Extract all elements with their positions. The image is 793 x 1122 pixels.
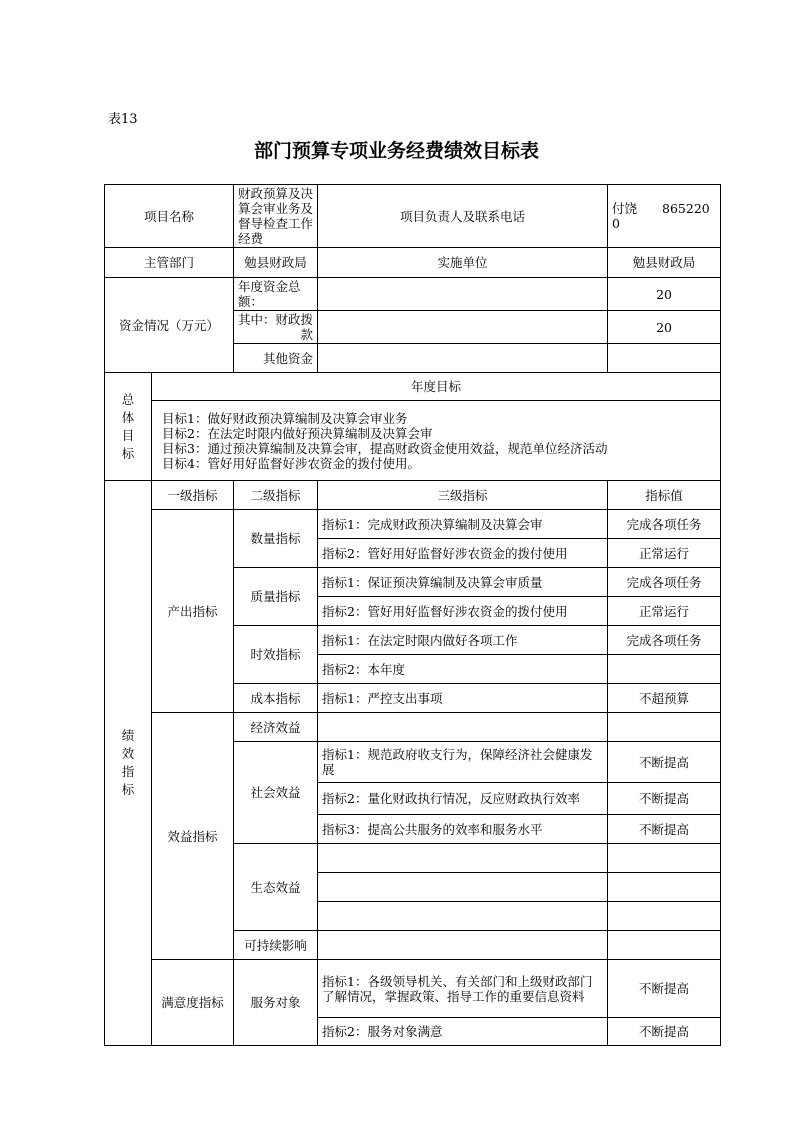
- indicator-text: 指标1：严控支出事项: [318, 684, 608, 713]
- ecological-benefit-label: 生态效益: [234, 844, 318, 931]
- indicator-text: 指标2：管好用好监督好涉农资金的拨付使用: [318, 597, 608, 626]
- level3-header: 三级指标: [318, 481, 608, 510]
- overall-goals-char: 体: [121, 409, 135, 425]
- indicator-value: [608, 844, 721, 873]
- indicator-value: 不超预算: [608, 684, 721, 713]
- performance-goal-table: [104, 184, 721, 1046]
- indicator-text: 指标1：完成财政预决算编制及决算会审: [318, 510, 608, 539]
- indicator-text: 指标1：在法定时限内做好各项工作: [318, 626, 608, 655]
- quantity-indicators-label: 数量指标: [234, 510, 318, 568]
- indicator-value: 完成各项任务: [608, 626, 721, 655]
- indicator-text: 指标1：各级领导机关、有关部门和上级财政部门了解情况，掌握政策、指导工作的重要信息资料: [318, 960, 608, 1018]
- level1-header: 一级指标: [152, 481, 234, 510]
- indicator-text: [318, 844, 608, 873]
- funds-other-label: 其他资金: [234, 344, 318, 373]
- table-number-label: 表13: [108, 112, 138, 127]
- indicator-text: [318, 873, 608, 902]
- indicator-text: 指标2：量化财政执行情况，反应财政执行效率: [318, 783, 608, 815]
- funds-other-spacer: [318, 344, 608, 373]
- funds-total-label: 年度资金总额：: [234, 278, 318, 311]
- indicator-value: 不断提高: [608, 742, 721, 783]
- indicator-text: 指标2：本年度: [318, 655, 608, 684]
- indicator-text: [318, 713, 608, 742]
- performance-indicators-char: 绩: [121, 728, 135, 743]
- indicator-value: 不断提高: [608, 815, 721, 844]
- timeliness-indicators-label: 时效指标: [234, 626, 318, 684]
- project-contact-value: 付饶 8652200: [608, 185, 721, 248]
- overall-goals-char: 总: [121, 391, 135, 407]
- indicator-value: [608, 873, 721, 902]
- indicator-text: 指标2：管好用好监督好涉农资金的拨付使用: [318, 539, 608, 568]
- indicator-value: 完成各项任务: [608, 568, 721, 597]
- supervising-dept-label: 主管部门: [105, 248, 234, 278]
- quality-indicators-label: 质量指标: [234, 568, 318, 626]
- indicator-text: 指标2：服务对象满意: [318, 1018, 608, 1046]
- indicator-value: 不断提高: [608, 960, 721, 1018]
- social-benefit-label: 社会效益: [234, 742, 318, 844]
- indicator-value: [608, 902, 721, 931]
- indicator-value: 不断提高: [608, 1018, 721, 1046]
- output-indicators-label: 产出指标: [152, 510, 234, 713]
- indicator-value: 正常运行: [608, 597, 721, 626]
- project-name-label: 项目名称: [105, 185, 234, 248]
- goal-item: 目标1：做好财政预决算编制及决算会审业务: [162, 410, 408, 426]
- indicator-value: [608, 655, 721, 684]
- overall-goals-side-label: [105, 373, 152, 481]
- indicator-value: [608, 713, 721, 742]
- indicator-value: 不断提高: [608, 783, 721, 815]
- goal-item: 目标4：管好用好监督好涉农资金的拨付使用。: [162, 455, 420, 471]
- funds-fiscal-spacer: [318, 311, 608, 344]
- service-target-label: 服务对象: [234, 960, 318, 1046]
- indicator-text: [318, 902, 608, 931]
- funds-label: 资金情况（万元）: [105, 278, 234, 373]
- indicator-text: 指标3：提高公共服务的效率和服务水平: [318, 815, 608, 844]
- annual-goals-list: [152, 401, 721, 481]
- implementing-unit-value: 勉县财政局: [608, 248, 721, 278]
- cost-indicators-label: 成本指标: [234, 684, 318, 713]
- value-header: 指标值: [608, 481, 721, 510]
- performance-indicators-char: 效: [121, 746, 135, 761]
- project-name-value: 财政预算及决算会审业务及督导检查工作经费: [234, 185, 318, 248]
- indicator-text: [318, 931, 608, 960]
- goal-item: 目标3：通过预决算编制及决算会审，提高财政资金使用效益，规范单位经济活动: [162, 440, 608, 456]
- level2-header: 二级指标: [234, 481, 318, 510]
- performance-indicators-side-label: [105, 481, 152, 1046]
- indicator-value: [608, 931, 721, 960]
- project-contact-label: 项目负责人及联系电话: [318, 185, 608, 248]
- funds-total-spacer: [318, 278, 608, 311]
- goal-item: 目标2：在法定时限内做好预决算编制及决算会审: [162, 425, 433, 441]
- funds-fiscal-label: 其中：财政拨款: [234, 311, 318, 344]
- supervising-dept-value: 勉县财政局: [234, 248, 318, 278]
- indicator-text: 指标1：规范政府收支行为，保障经济社会健康发展: [318, 742, 608, 783]
- satisfaction-indicators-label: 满意度指标: [152, 960, 234, 1046]
- overall-goals-char: 标: [121, 445, 135, 461]
- performance-indicators-char: 标: [121, 782, 135, 797]
- benefit-indicators-label: 效益指标: [152, 713, 234, 960]
- indicator-value: 正常运行: [608, 539, 721, 568]
- indicator-text: 指标1：保证预决算编制及决算会审质量: [318, 568, 608, 597]
- performance-indicators-char: 指: [121, 764, 135, 779]
- sustainable-impact-label: 可持续影响: [234, 931, 318, 960]
- annual-goals-header: 年度目标: [152, 373, 721, 401]
- economic-benefit-label: 经济效益: [234, 713, 318, 742]
- funds-total-value: 20: [608, 278, 721, 311]
- implementing-unit-label: 实施单位: [318, 248, 608, 278]
- overall-goals-char: 目: [121, 427, 135, 443]
- document-title: 部门预算专项业务经费绩效目标表: [253, 140, 539, 162]
- funds-other-value: [608, 344, 721, 373]
- funds-fiscal-value: 20: [608, 311, 721, 344]
- indicator-value: 完成各项任务: [608, 510, 721, 539]
